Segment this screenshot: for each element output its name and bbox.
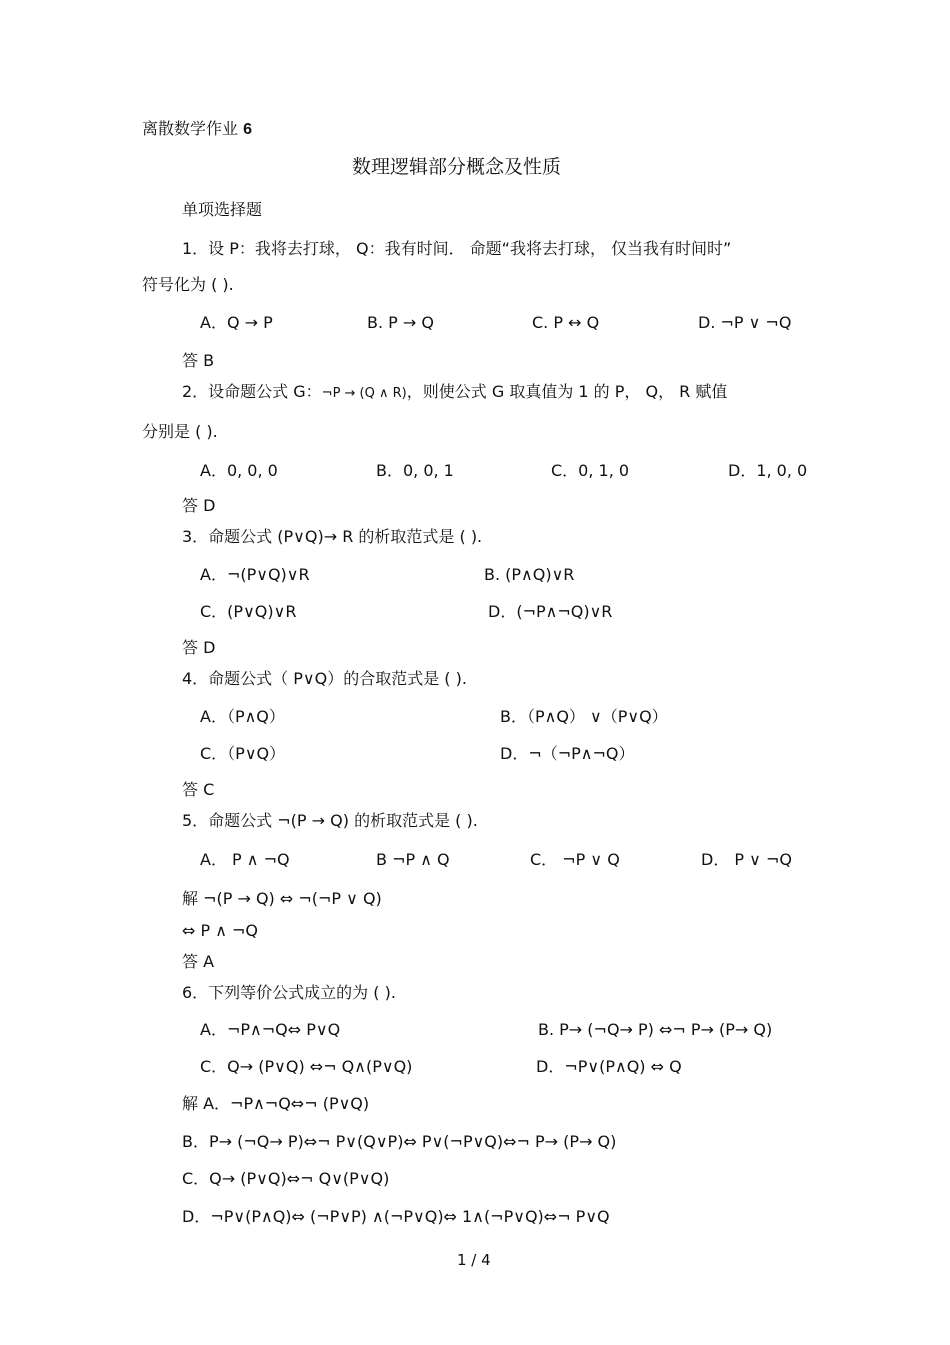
q6-solution-d: D．¬P∨(P∧Q)⇔ (¬P∨P) ∧(¬P∨Q)⇔ 1∧(¬P∨Q)⇔¬ P∨Q (182, 1207, 610, 1226)
q1-answer: 答 B (182, 351, 215, 370)
q5-stem: 5．命题公式 ¬(P → Q) 的析取范式是 ( ). (182, 811, 478, 830)
course-header (142, 118, 252, 141)
q3-answer: 答 D (182, 638, 216, 657)
q2-formula: ¬P → (Q ∧ R) (321, 386, 407, 401)
q1-option-b: B. P → Q (367, 313, 434, 332)
q6-solution-c: C．Q→ (P∨Q)⇔¬ Q∨(P∨Q) (182, 1169, 390, 1188)
q6-solution-a: 解 A．¬P∧¬Q⇔¬ (P∨Q) (182, 1094, 370, 1113)
q1-option-a: A．Q → P (200, 313, 273, 332)
q2-option-d: D．1, 0, 0 (728, 461, 808, 480)
q2-stem-line1 (182, 381, 727, 405)
q6-option-b: B. P→ (¬Q→ P) ⇔¬ P→ (P→ Q) (538, 1020, 773, 1039)
q5-option-c: C． ¬P ∨ Q (530, 850, 620, 869)
q1-stem-line2: 符号化为 ( ). (142, 275, 234, 294)
q3-stem: 3．命题公式 (P∨Q)→ R 的析取范式是 ( ). (182, 527, 483, 546)
q3-option-c: C．(P∨Q)∨R (200, 602, 297, 621)
q1-option-c: C. P ↔ Q (532, 313, 600, 332)
q5-option-d: D． P ∨ ¬Q (701, 850, 792, 869)
q4-option-c: C．（P∨Q） (200, 744, 286, 763)
q2-stem-pre: 2．设命题公式 G： (182, 382, 322, 401)
course-name: 离散数学作业 (142, 119, 239, 138)
q2-stem-line2: 分别是 ( ). (142, 422, 218, 441)
section-heading: 单项选择题 (182, 200, 263, 219)
q2-option-c: C．0, 1, 0 (551, 461, 630, 480)
q1-stem-line1: 1．设 P：我将去打球， Q：我有时间． 命题“我将去打球， 仅当我有时间时” (182, 239, 732, 258)
q6-solution-b: B．P→ (¬Q→ P)⇔¬ P∨(Q∨P)⇔ P∨(¬P∨Q)⇔¬ P→ (P→ Q) (182, 1132, 617, 1151)
q4-option-b: B．（P∧Q） ∨（P∨Q） (500, 707, 668, 726)
q5-option-a: A． P ∧ ¬Q (200, 850, 290, 869)
q3-option-a: A．¬(P∨Q)∨R (200, 565, 310, 584)
q6-stem: 6．下列等价公式成立的为 ( ). (182, 983, 396, 1002)
q2-option-a: A．0, 0, 0 (200, 461, 278, 480)
page-number: 1 / 4 (457, 1251, 491, 1269)
q3-option-d: D．(¬P∧¬Q)∨R (488, 602, 613, 621)
page-title: 数理逻辑部分概念及性质 (352, 156, 562, 178)
q1-option-d: D. ¬P ∨ ¬Q (698, 313, 792, 332)
q4-answer: 答 C (182, 780, 215, 799)
q5-solution-1: 解 ¬(P → Q) ⇔ ¬(¬P ∨ Q) (182, 889, 382, 908)
q3-option-b: B. (P∧Q)∨R (484, 565, 575, 584)
q5-solution-2: ⇔ P ∧ ¬Q (182, 921, 259, 940)
q5-answer: 答 A (182, 952, 215, 971)
q2-answer: 答 D (182, 496, 216, 515)
q5-option-b: B ¬P ∧ Q (376, 850, 450, 869)
q6-option-a: A．¬P∧¬Q⇔ P∨Q (200, 1020, 341, 1039)
q4-stem: 4．命题公式（ P∨Q）的合取范式是 ( ). (182, 669, 467, 688)
q6-option-d: D．¬P∨(P∧Q) ⇔ Q (536, 1057, 682, 1076)
q2-stem-post: ，则使公式 G 取真值为 1 的 P， Q， R 赋值 (406, 382, 728, 401)
assignment-number: 6 (243, 121, 253, 138)
q6-option-c: C．Q→ (P∨Q) ⇔¬ Q∧(P∨Q) (200, 1057, 413, 1076)
q4-option-d: D．¬（¬P∧¬Q） (500, 744, 635, 763)
q4-option-a: A．（P∧Q） (200, 707, 285, 726)
q2-option-b: B．0, 0, 1 (376, 461, 454, 480)
